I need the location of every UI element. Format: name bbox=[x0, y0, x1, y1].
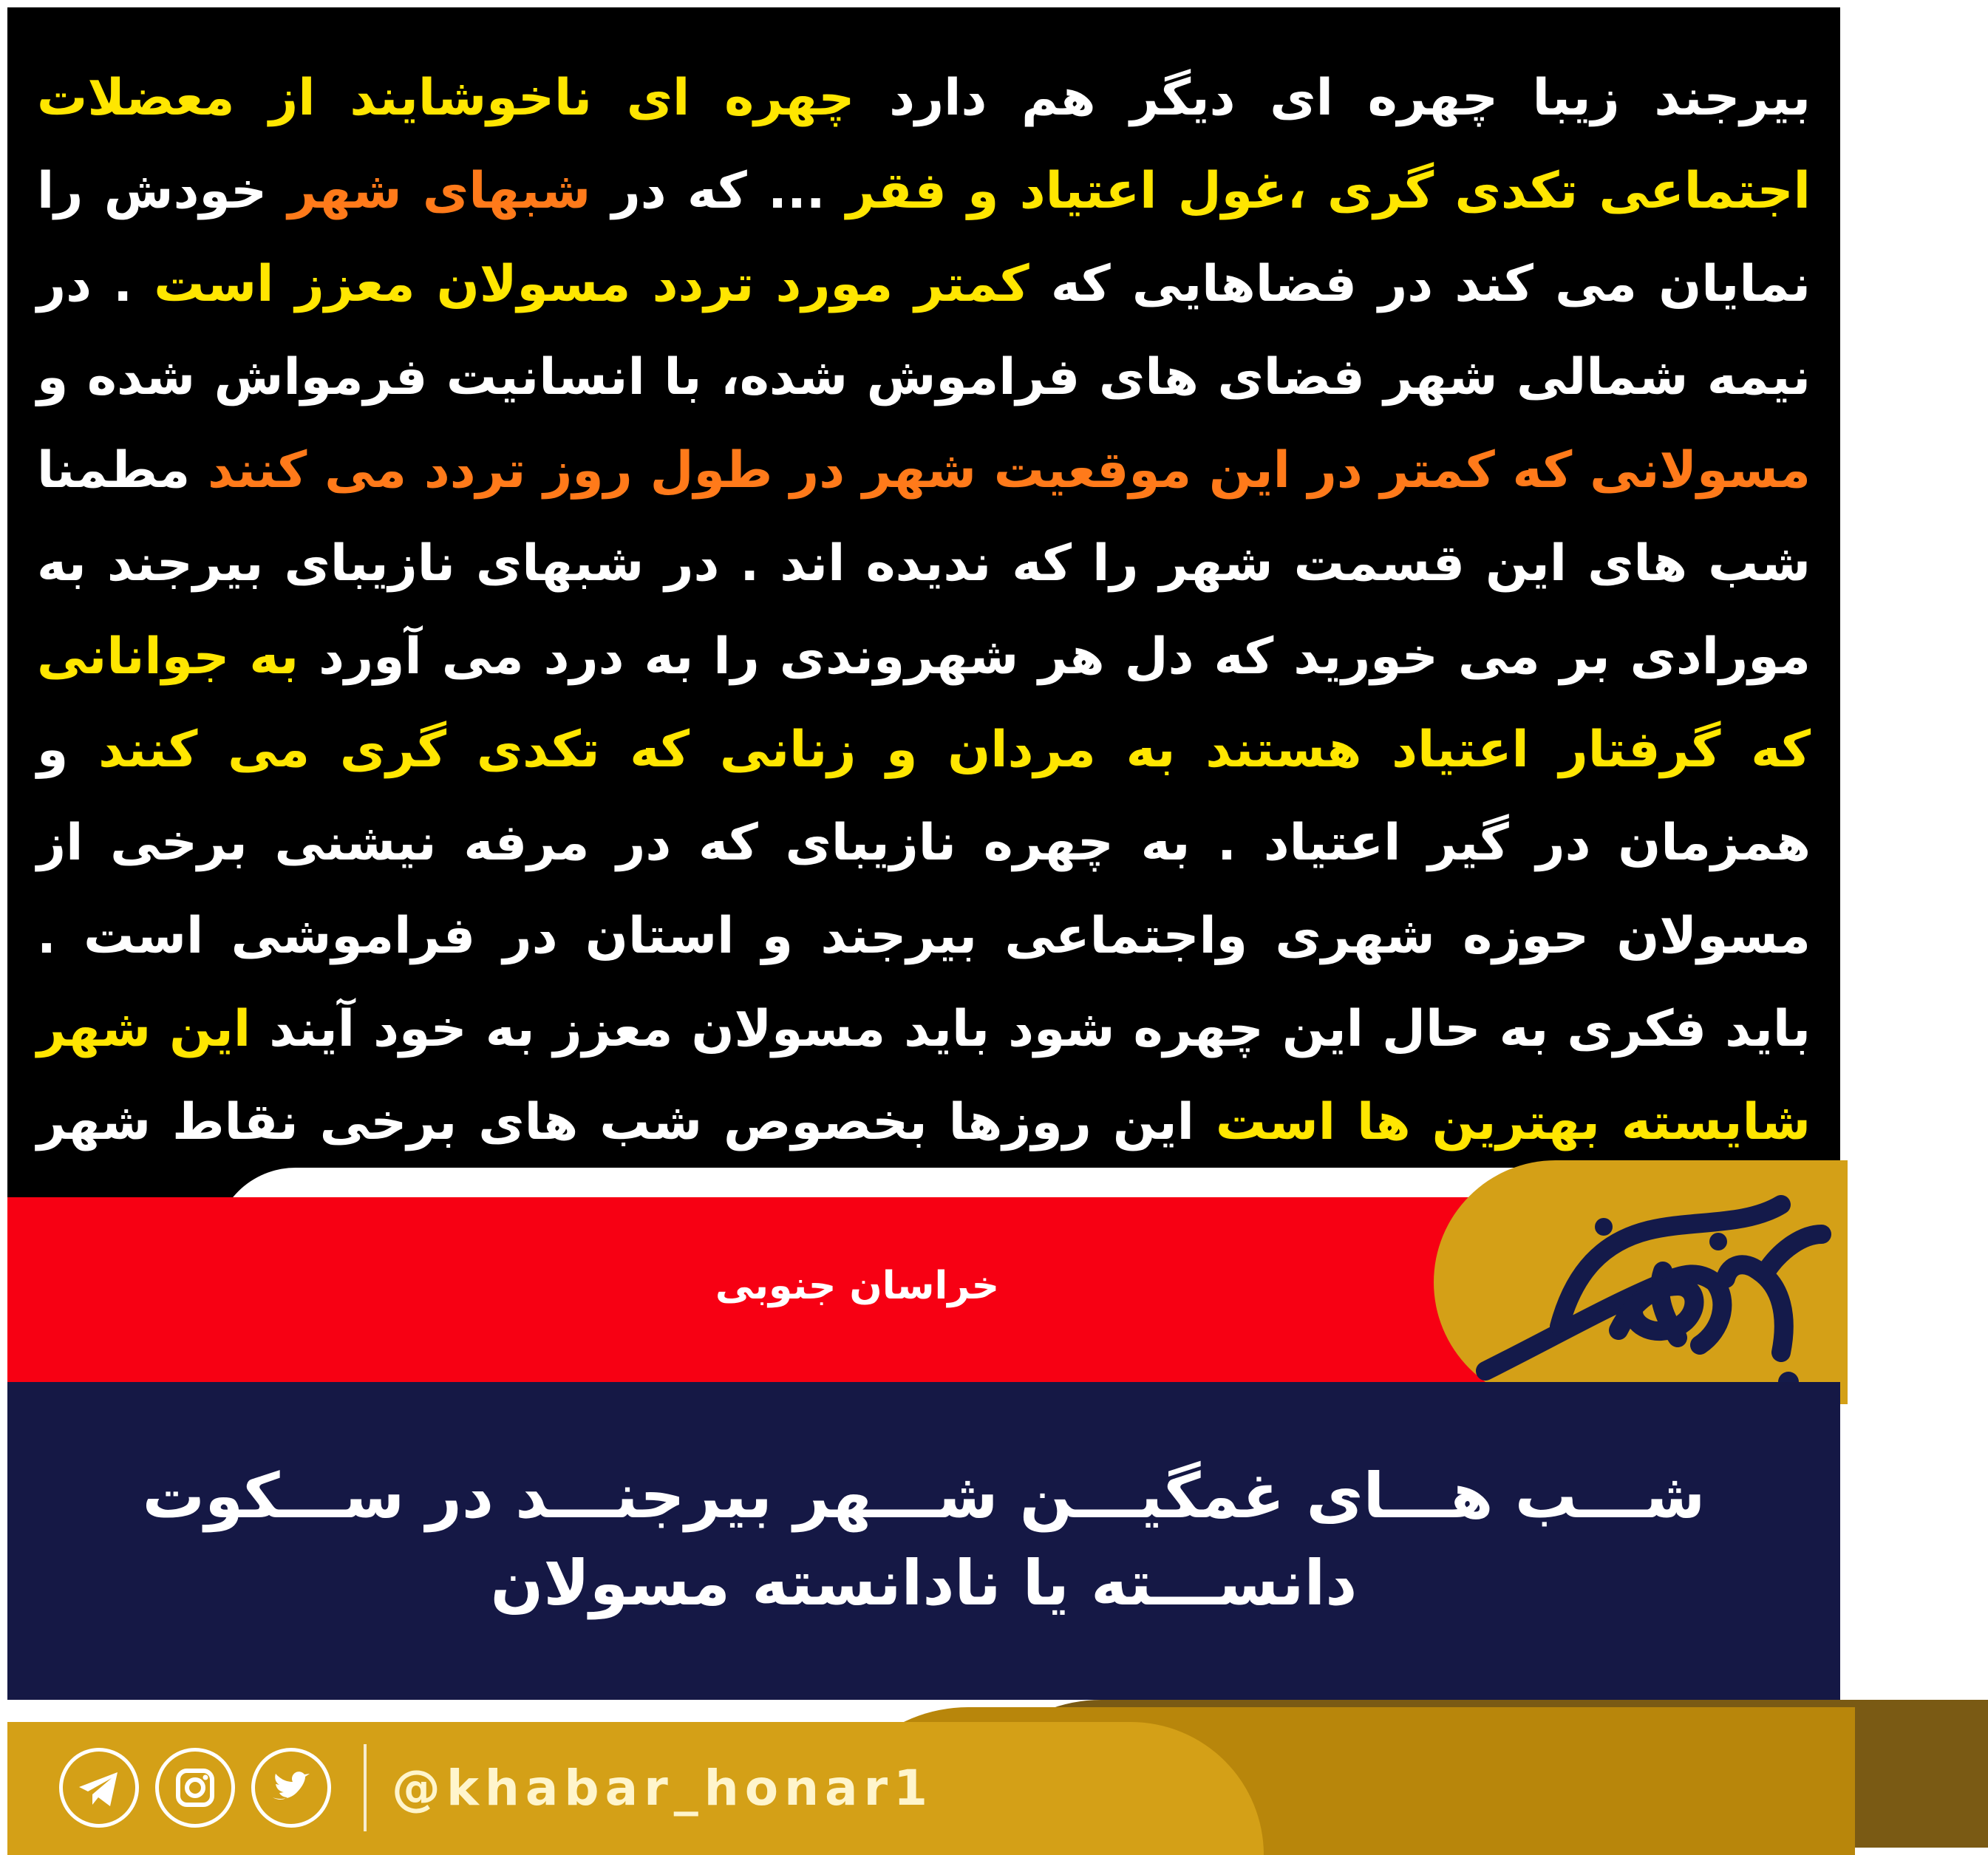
article-segment: بیرجند زیبا چهره ای دیگر هم دارد bbox=[854, 69, 1811, 127]
footer-divider bbox=[364, 1744, 367, 1831]
article-segment: . در نیمه شمالی شهر فضای های فراموش شده، با انسانیت فرمواش شده و bbox=[37, 255, 1811, 406]
article-segment: مطمنا شب های این قسمت شهر را که ندیده اند . در شبهای نازیبای بیرجند به مورادی بر می خورید که دل هر شهروندی را به درد می آورد bbox=[37, 441, 1811, 686]
twitter-icon[interactable] bbox=[251, 1748, 331, 1828]
telegram-icon[interactable] bbox=[59, 1748, 139, 1828]
region-label: خراسان جنوبی bbox=[715, 1264, 1000, 1308]
post-card bbox=[7, 7, 1840, 1840]
logo-calligraphy-icon bbox=[1434, 1160, 1848, 1404]
article-segment: خودش را نمایان می کند در فضاهایی که bbox=[37, 162, 1811, 313]
article-segment: و همزمان در گیر اعتیاد . به چهره نازیبای که در مرفه نیشنی برخی از مسولان حوزه شهری واجتماعی بیرجند و استان در فراموشی است . باید فکری به حال این چهره شود باید مسولان معزز به خود آیند bbox=[37, 721, 1811, 1058]
social-handle[interactable]: @khabar_honar1 bbox=[392, 1760, 934, 1817]
article-segment: این روزها بخصوص شب های برخی نقاط شهر bbox=[37, 1093, 1194, 1151]
headline: شـــب هـــای غمگیـــن شـــهر بیرجنـــد در ســـکوت دانســـته یا نادانسته مسولان bbox=[142, 1460, 1706, 1619]
article-segment: ... که در bbox=[590, 162, 846, 220]
khabar-honar-logo bbox=[1434, 1160, 1848, 1404]
article-highlight: این شهر شایسته بهترین ها است bbox=[37, 1000, 1811, 1151]
article-body bbox=[37, 52, 1811, 1160]
instagram-icon[interactable] bbox=[155, 1748, 235, 1828]
article-highlight: به جوانانی که گرفتار اعتیاد هستند به مردان و زنانی که تکدی گری می کنند bbox=[37, 627, 1811, 779]
article-highlight: چهره ای ناخوشایند از معضلات اجتماعی تکدی گری ،غول اعتیاد و فقر bbox=[37, 69, 1811, 220]
article-highlight: مسولانی که کمتر در این موقعیت شهر در طول روز تردد می کنند bbox=[208, 441, 1811, 500]
article-highlight: کمتر مورد تردد مسولان معزز است bbox=[154, 255, 1029, 313]
article-highlight: شبهای شهر bbox=[287, 162, 591, 220]
